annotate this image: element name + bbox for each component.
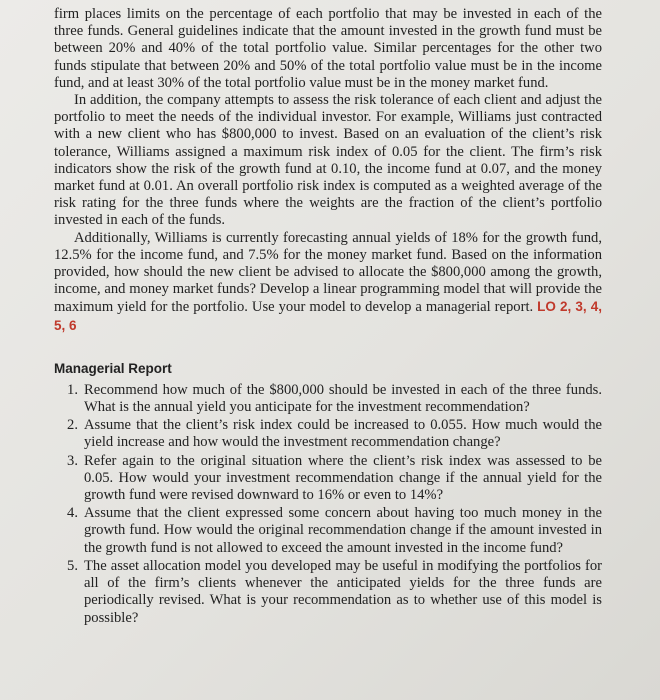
question-text: Refer again to the original situation where the client’s risk index was assessed to be 0.05. How would your investment recommendation change if the annual yield for the growth fund were revised downward to 16% or even to 14%? bbox=[84, 452, 602, 504]
question-text: Recommend how much of the $800,000 should be invested in each of the three funds. What is the annual yield you anticipate for the investment recommendation? bbox=[84, 381, 602, 416]
report-question bbox=[54, 558, 602, 627]
question-number: 1. bbox=[67, 381, 78, 398]
report-question bbox=[54, 453, 602, 505]
report-question bbox=[54, 417, 602, 451]
paragraph-fund-limits: firm places limits on the percentage of each portfolio that may be invested in each of the three funds. General guidelines indicate that the amount invested in the growth fund must be between 20% and 40% of the total portfolio value. Similar percentages for the other two funds stipulate that between 20% and 50% of the total portfolio value must be in the income fund, and at least 30% of the total portfolio value must be in the money market fund. bbox=[54, 6, 602, 91]
question-number: 3. bbox=[67, 452, 78, 469]
learning-objectives: LO 2, 3, 4, 5, 6 bbox=[54, 299, 602, 333]
report-question-list bbox=[54, 382, 602, 627]
report-question bbox=[54, 505, 602, 557]
question-number: 5. bbox=[67, 557, 78, 574]
question-text: Assume that the client’s risk index could be increased to 0.055. How much would the yield increase and how would the investment recommendation change? bbox=[84, 417, 602, 451]
paragraph-risk-tolerance: In addition, the company attempts to assess the risk tolerance of each client and adjust the portfolio to meet the needs of the individual investor. For example, Williams just contracted with a new client who has $800,000 to invest. Based on an evaluation of the client’s risk tolerance, Williams assigned a maximum risk index of 0.05 for the client. The firm’s risk indicators show the risk of the growth fund at 0.10, the income fund at 0.07, and the money market fund at 0.01. An overall portfolio risk index is computed as a weighted average of the risk rating for the three funds where the weights are the fraction of the client’s portfolio invested in each of the funds. bbox=[54, 92, 602, 229]
report-question bbox=[54, 382, 602, 416]
paragraph-yields bbox=[54, 230, 602, 335]
question-text: Assume that the client expressed some concern about having too much money in the growth fund. How would the original recommendation change if the amount invested in the growth fund is not allowed to exceed the amount invested in the income fund? bbox=[84, 505, 602, 556]
question-text: The asset allocation model you developed may be useful in modifying the portfolios for all of the firm’s clients whenever the anticipated yields for the three funds are periodically revised. What is your recommendation as to whether use of this model is possible? bbox=[84, 557, 602, 626]
question-number: 4. bbox=[67, 505, 78, 522]
paragraph-yields-text: Additionally, Williams is currently forecasting annual yields of 18% for the growth fund, 12.5% for the income fund, and 7.5% for the money market fund. Based on the information provided, how should the new client be advised to allocate the $800,000 among the growth, income, and money market funds? Develop a linear programming model that will provide the maximum yield for the portfolio. Use your model to develop a managerial report. bbox=[54, 229, 602, 316]
managerial-report-heading: Managerial Report bbox=[54, 360, 172, 376]
question-number: 2. bbox=[67, 417, 78, 434]
